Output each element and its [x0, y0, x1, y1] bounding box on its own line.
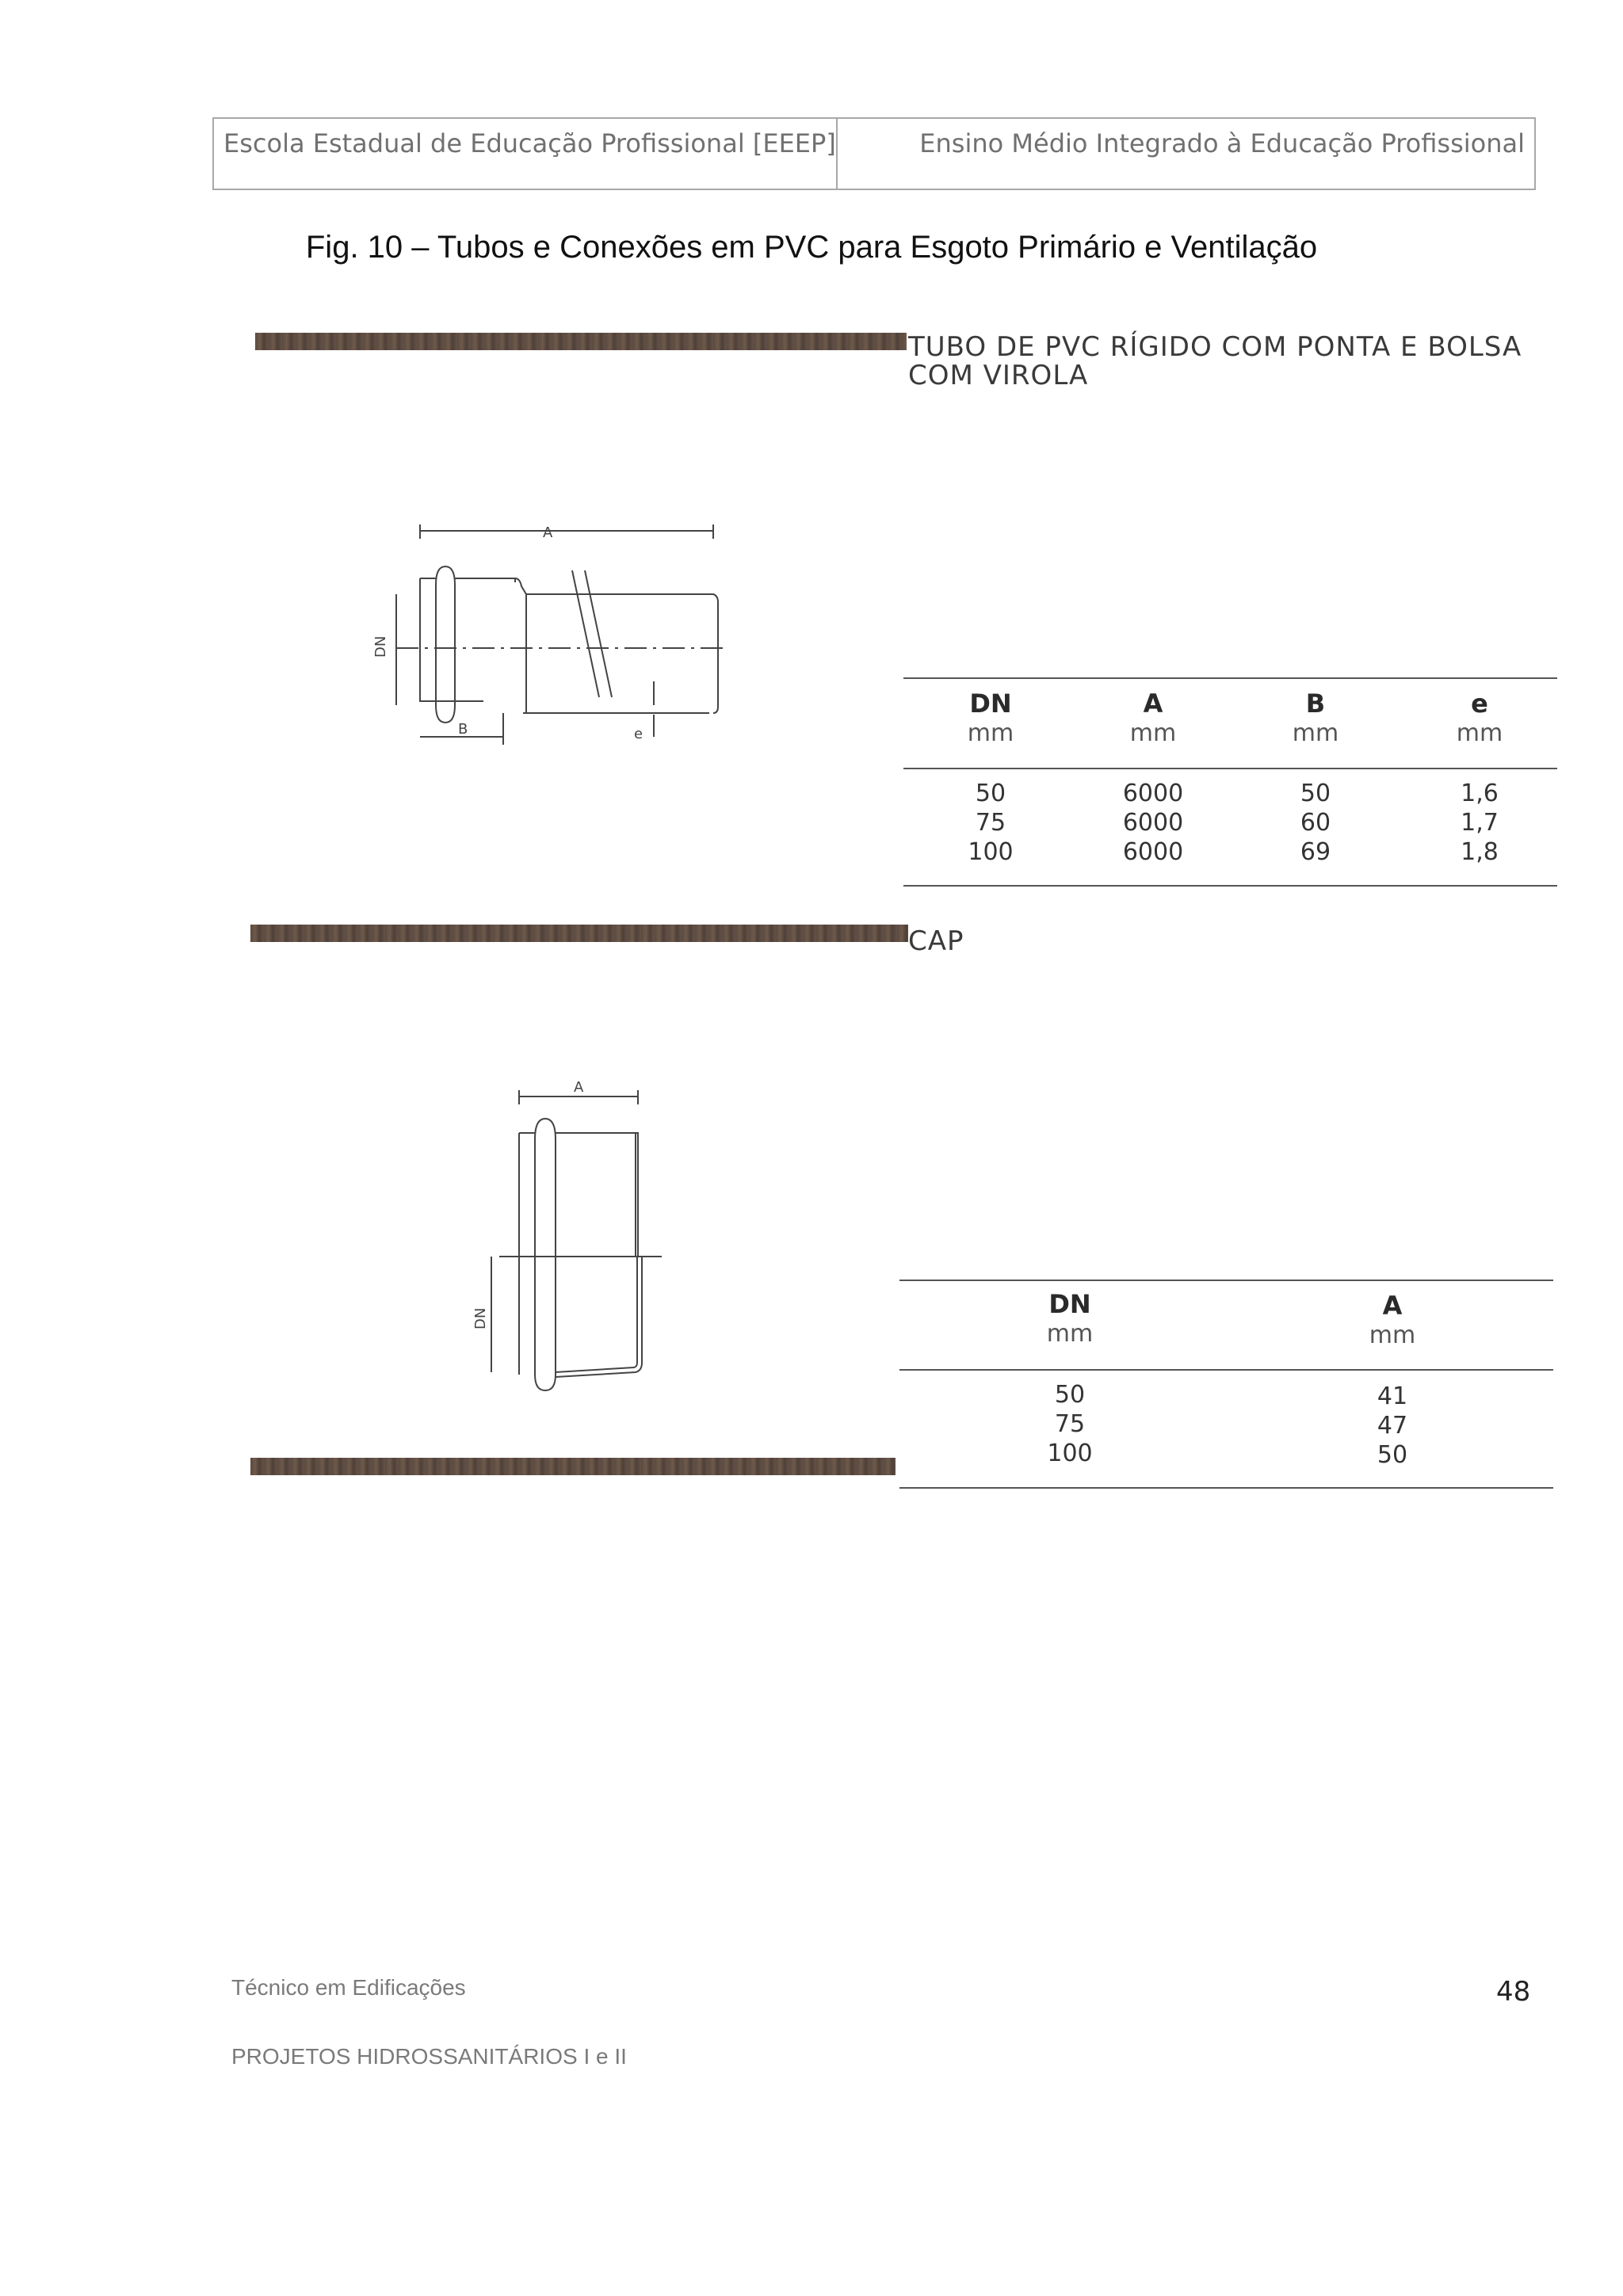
section1-title — [908, 333, 1522, 390]
table1-header-dn — [935, 689, 1046, 748]
table1-rule-bottom — [903, 885, 1557, 887]
header-school: Escola Estadual de Educação Profissional [EEEP] — [214, 119, 838, 189]
page-header — [212, 117, 1536, 190]
table1-header-dn-unit: mm — [967, 719, 1014, 747]
table2-cell: 50 — [1054, 1381, 1086, 1409]
table2-col-a — [1337, 1382, 1448, 1470]
pipe-label-b: B — [458, 721, 468, 738]
table1-cell: 1,8 — [1461, 838, 1499, 866]
table1-col-e — [1424, 779, 1535, 867]
table1-cell: 100 — [968, 838, 1014, 866]
pipe-label-dn: DN — [372, 635, 389, 658]
table1-header-b-name: B — [1305, 688, 1326, 719]
section1-title-line1: TUBO DE PVC RÍGIDO COM PONTA E BOLSA — [908, 331, 1522, 363]
table1-header-b — [1260, 689, 1371, 748]
table2-cell: 41 — [1377, 1383, 1408, 1410]
table2-header-dn-name: DN — [1048, 1289, 1091, 1319]
table1-rule-top — [903, 677, 1557, 679]
table1-cell: 60 — [1300, 809, 1331, 837]
table2-rule-bottom — [899, 1487, 1553, 1489]
table2-header-dn — [1014, 1290, 1125, 1348]
table2-cell: 100 — [1047, 1440, 1093, 1467]
pipe-label-a: A — [543, 524, 553, 541]
table1-header-e-name: e — [1471, 688, 1488, 719]
table1-header-e-unit: mm — [1456, 719, 1503, 747]
table1-cell: 6000 — [1122, 809, 1184, 837]
table1-cell: 6000 — [1122, 780, 1184, 807]
table1-rule-mid — [903, 768, 1557, 769]
section2-divider-bar — [250, 925, 908, 942]
table1-header-a-unit: mm — [1129, 719, 1177, 747]
section1-divider-bar — [255, 333, 907, 350]
cap-drawing — [468, 1070, 682, 1402]
table1-header-e — [1424, 689, 1535, 748]
page-number: 48 — [1496, 1976, 1531, 2008]
table2-cell: 75 — [1054, 1410, 1086, 1438]
section2-bottom-bar — [250, 1458, 896, 1475]
table2-header-dn-unit: mm — [1046, 1320, 1094, 1348]
pipe-drawing — [365, 507, 745, 761]
figure-title: Fig. 10 – Tubos e Conexões em PVC para Esgoto Primário e Ventilação — [305, 230, 1318, 265]
table2-cell: 50 — [1377, 1441, 1408, 1469]
table1-cell: 1,7 — [1461, 809, 1499, 837]
table1-header-a — [1098, 689, 1209, 748]
section1-title-line2: COM VIROLA — [908, 360, 1089, 391]
table2-rule-top — [899, 1280, 1553, 1281]
table1-col-dn — [935, 779, 1046, 867]
table1-col-a — [1098, 779, 1209, 867]
table1-header-a-name: A — [1143, 688, 1163, 719]
table1-cell: 6000 — [1122, 838, 1184, 866]
table1-header-b-unit: mm — [1292, 719, 1339, 747]
table1-header-dn-name: DN — [969, 688, 1012, 719]
table1-cell: 69 — [1300, 838, 1331, 866]
table1-cell: 50 — [975, 780, 1006, 807]
table1-cell: 1,6 — [1461, 780, 1499, 807]
table1-cell: 50 — [1300, 780, 1331, 807]
section2-title: CAP — [908, 925, 964, 957]
table2-rule-mid — [899, 1369, 1553, 1371]
table1-cell: 75 — [975, 809, 1006, 837]
cap-label-dn: DN — [472, 1307, 489, 1329]
table2-cell: 47 — [1377, 1412, 1408, 1440]
pipe-label-e: e — [634, 726, 643, 742]
footer-course: Técnico em Edificações — [231, 1975, 466, 2000]
table2-header-a-unit: mm — [1369, 1322, 1416, 1349]
header-program: Ensino Médio Integrado à Educação Profissional — [919, 128, 1525, 158]
footer-subject: PROJETOS HIDROSSANITÁRIOS I e II — [231, 2044, 627, 2069]
table2-header-a — [1337, 1291, 1448, 1350]
table1-col-b — [1260, 779, 1371, 867]
table2-col-dn — [1014, 1380, 1125, 1468]
cap-label-a: A — [574, 1079, 584, 1096]
table2-header-a-name: A — [1382, 1291, 1403, 1321]
